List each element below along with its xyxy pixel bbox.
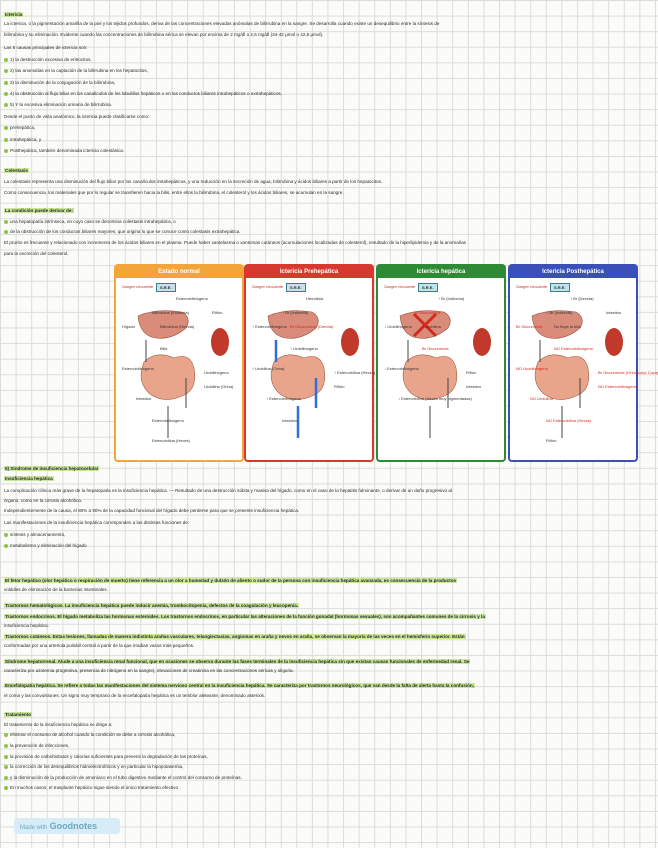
text-line [4,125,35,131]
figure-label: ↑ Br (Directa) [570,296,594,301]
figure-panel [508,264,658,462]
text-line [4,476,54,482]
figure-label: No fluye la bilis [554,324,581,329]
sre-box: S.R.E. [418,283,438,292]
text: de la obstrucción de los conductos biliares mayores, que origina lo que se conoce como colestasis extrahepática. [10,229,241,234]
text-line [4,732,175,738]
sre-box: S.R.E. [156,283,176,292]
highlighted-text: Colestasis [5,168,28,173]
text-line [4,712,32,718]
text: síntesis y almacenamiento, [10,532,66,537]
highlighted-text: Tratamiento [5,712,32,717]
watermark-prefix: Made with [20,825,48,831]
bullet-dot [4,744,8,748]
text-line [4,137,41,143]
bullet-dot [4,776,8,780]
text-line [4,578,457,584]
text: prehepática, [10,125,36,130]
text-line [4,603,299,609]
text: En muchos casos, el trasplante hepático sigue siendo el único tratamiento efectivo [10,785,179,790]
text-line [4,240,466,246]
text-line [4,722,112,728]
text-line [4,623,49,629]
text-line [4,543,87,549]
figure-label: ↑ Urobilinógeno [290,346,318,351]
bullet-dot [4,786,8,790]
text-line [4,668,294,674]
text-line [4,229,241,235]
figure-label: Hígado [122,324,135,329]
figure-label: Urobilina (Orina) [204,384,234,389]
text-line [4,190,344,196]
text: La ictericia, o la pigmentación amarilla de la piel y los tejidos profundos, deriva de las concentraciones elevadas anómalas de bilirrubina en la sangre. Se desarrolla cuando existe un desequilibrio entre la síntesis de [4,21,440,26]
figure-panel [244,264,374,462]
text: la provisión de carbohidratos y calorías suficientes para prevenir la degradación de las proteínas, [10,754,208,759]
kidney-shape [211,328,229,356]
blood-label: Sangre circulante [252,284,284,289]
bullet-dot [4,92,8,96]
text: La colestasis representa una disminución del flujo biliar por los canalículos intrahepáticos, y una reducción en la secreción de agua, bilirrubina y ácidos biliares a partir de los hepatocitos. [4,179,383,184]
text-line [4,775,242,781]
text: caracteriza por azotemia progresiva, presencia de nitrógeno en la sangre), elevaciones de creatinina en las concentraciones séricas y oliguria. [4,668,294,673]
text: bilirrubina y su eliminación. Evidente cuando las concentraciones de bilirrubina sérica se elevan por encima de 2 mg/dl o 2,5 mg/dl (34-42 μmol o 42,8 μmol). [4,32,324,37]
bullet-dot [4,103,8,107]
watermark-brand: Goodnotes [49,821,98,831]
figure-label: Estercobilinógeno [122,366,154,371]
figure-label: ↓ Urobilinógeno [384,324,412,329]
figure-label: Br Glucurónide (Orina color Coca) [598,370,658,375]
highlighted-text: Ictericia [5,12,23,17]
text: Desde el punto de vista anatómico, la ictericia puede clasificarse como: [4,114,150,119]
text-line [4,80,115,86]
figure-label: NO Estercobilinógeno [598,384,637,389]
text: intrahepática, y [10,137,42,142]
panel-title: Ictericia hepática [378,266,504,278]
text-line [4,520,189,526]
bullet-dot [4,765,8,769]
figure-label: Intestino [136,396,152,401]
text-line [4,693,265,699]
text-line [4,785,178,791]
figure-label: NO Urobilinógeno [516,366,548,371]
text: Posthepática, también denominada ictericia colestásica. [10,148,125,153]
figure-label: Bilis [160,346,168,351]
figure-label: = Br (Indirecta) [546,310,573,315]
text: volátiles de eliminación de la bacterias intestinales. [4,587,108,592]
panel-title: Ictericia Prehepática [246,266,372,278]
text: y la disminución de la producción de amoníaco en el tubo digestivo mediante el control del consumo de proteínas. [10,775,242,780]
figure-label: Intestino [606,310,622,315]
figure-label: NO Urobilina [530,396,553,401]
figure-label: ↑ Br (Indirecta) [282,310,309,315]
figure-label: ↑ Urobilina (Orina) [252,366,285,371]
text-line [4,32,323,38]
highlighted-text: Trastornos cutáneos. Estas lesiones, llamadas de manera indistinta arañas vasculares, telangiectasias, angiomas en araña y nevos en araña, se observan la mayoría de las veces en el hemisferio superior. Están [5,634,465,639]
figure-label: ↓ Estercobilina (Heces muy pigmentadas) [398,396,472,401]
bullet-dot [4,138,8,142]
figure-panel [114,264,244,462]
text: para la excreción del colesterol. [4,251,69,256]
figure-label: Br Glucurónide [422,346,449,351]
text: Independientemente de la causa, el 80% a 90% de la capacidad funcional del hígado debe perderse para que se presente insuficiencia hepática. [4,508,300,513]
figure-label: ↑ Estercobilinógeno [252,324,287,329]
text: La complicación clínica más grave de la hepatopatía es la insuficiencia hepática. — Resultado de una destrucción súbita y masiva del hígado, como en el caso de la hepatitis fulminante, o derivar de un daño progresivo al [4,488,452,493]
blood-label: Sangre circulante [122,284,154,289]
figure-label: NO Estercobilina (Heces) [546,418,592,423]
text-line [4,754,208,760]
text: 4) la obstrucción al flujo biliar en los canalículos de los lobulillos hepáticos o en los conductos biliares intrahepáticos o extrahepáticos, [10,91,282,96]
figure-label: Bilirrubina (Indirecta) [152,310,189,315]
text-line [4,148,124,154]
text: 1) la destrucción excesiva de eritrocitos, [10,57,92,62]
text: Las 5 causas principales de ictericia son: [4,45,88,50]
text: insuficiencia hepática. [4,623,49,628]
text: Como consecuencia, los materiales que por lo regular se transfieren hacia la bilis, entre ellos la bilirrubina, el colesterol y los ácidos biliares, se acumulan en la sangre. [4,190,344,195]
text: la prevención de infecciones, [10,743,70,748]
kidney-shape [341,328,359,356]
text-line [4,45,88,51]
highlighted-text: 5) Síndrome de insuficiencia hepatocelular [5,466,99,471]
bullet-dot [4,58,8,62]
figure-label: Riñón [466,370,477,375]
text-line [4,208,74,214]
bullet-dot [4,230,8,234]
intestine-shape [535,355,589,400]
text: la corrección de los desequilibrios hidroelectrolíticos y en particular la hipopotasemia, [10,764,184,769]
highlighted-text: Insuficiencia hepática [5,476,53,481]
text-line [4,251,69,257]
text: 5) Y la excesiva eliminación urinaria de bilirrubina. [10,102,112,107]
figure-label: Estercobilinógeno [152,418,184,423]
text-line [4,488,452,494]
goodnotes-watermark [14,818,120,834]
text-line [4,102,112,108]
figure-label: Riñón [546,438,557,443]
sre-box: S.R.E. [550,283,570,292]
text: El prurito es frecuente y relacionado con incremento de los ácidos biliares en el plasma. Puede haber xantelasma o xantomas cutáneos (acumulaciones localizadas de colesterol), resultado de la hiperlipidemia y de la anomalías [4,240,466,245]
intestine-shape [403,355,457,400]
sre-box: S.R.E. [286,283,306,292]
highlighted-text: La condición puede derivar de: [5,208,73,213]
figure-label: NO Estercobilinógeno [554,346,593,351]
kidney-shape [473,328,491,356]
text-line [4,57,92,63]
text-line [4,532,65,538]
text-line [4,21,439,27]
figure-label: Bilirrubina (Directa) [160,324,195,329]
highlighted-text: Encefalopatía hepática. Se refiere a todas las manifestaciones del sistema nervioso central en la insuficiencia hepática. Se caracteriza por trastornos neurológicos, que van desde la falta de alerta hasta la confusión, [5,683,474,688]
figure-label: Riñón [212,310,223,315]
bullet-dot [4,544,8,548]
text: el coma y las convulsiones. Un signo muy temprano de la encefalopatía hepática es un temblor aleteante, denominado asterixis. [4,693,266,698]
blood-label: Sangre circulante [516,284,548,289]
text: conformadas por una arteriola pulsátil central a partir de la que irradian vasos más pequeños. [4,643,195,648]
text: metabolismo y eliminación del hígado [10,543,87,548]
text-line [4,764,183,770]
text-line [4,168,29,174]
figure-label: Br Glucurónide (Directa) [290,324,334,329]
text-line [4,114,149,120]
bullet-dot [4,755,8,759]
text: una hepatopatía intrínseca, en cuyo caso se denomina colestasis intrahepática, o [10,219,176,224]
figure-label: ↑ Br (Indirecta) [438,296,465,301]
figure-label: Hemólisis [306,296,324,301]
highlighted-text: Síndrome hepatorrenal. Alude a una insuficiencia renal funcional, que en ocasiones se observa durante las fases terminales de la insuficiencia hepática sin que existan causas funcionales de enfermedad renal. Se [5,659,470,664]
text-line [4,508,299,514]
figure-label: Estercobilina (Heces) [152,438,191,443]
panel-title: Ictericia Posthepática [510,266,636,278]
intestine-shape [141,355,195,400]
figure-label: Intestino [282,418,298,423]
highlighted-text: El fetor hepático (olor hepático o respiración de muerto) tiene referencia a un olor a humedad y dulzón de aliento o sudor de la persona con insuficiencia hepática avanzada, es consecuencia de la productos [5,578,457,583]
text-line [4,743,69,749]
text: eliminar el consumo de alcohol cuando la condición se debe a cirrosis alcohólica, [10,732,176,737]
figure-panel [376,264,506,462]
text: 3) la disminución de la conjugación de la bilirrubina, [10,80,116,85]
jaundice-figure [114,264,658,460]
text-line [4,614,486,620]
bullet-dot [4,220,8,224]
highlighted-text: Trastornos hematológicos. La insuficiencia hepática puede inducir anemia, trombocitopenia, defectos de la coagulación y leucopenia. [5,603,299,608]
text-line [4,587,108,593]
figure-label: Riñón [334,384,345,389]
text-line [4,683,475,689]
figure-label: Intestino [466,384,482,389]
figure-label: Br Glucurónide [516,324,543,329]
bullet-dot [4,126,8,130]
highlighted-text: Trastornos endocrinos. El hígado metaboliza las hormonas esteroides. Los trastornos endocrinos, en particular las alteraciones de la función gonadal (hormonas sexuales), son acompañantes comunes de la cirrosis y la [5,614,485,619]
bullet-dot [4,149,8,153]
panel-title: Estado normal [116,266,242,278]
kidney-shape [605,328,623,356]
text-line [4,659,470,665]
bullet-dot [4,81,8,85]
bullet-dot [4,69,8,73]
figure-label: Br Glucurónide [414,310,441,315]
text-line [4,12,23,18]
bullet-dot [4,733,8,737]
figure-label: ↓ Estercobilinógeno [384,366,419,371]
text-line [4,219,176,225]
figure-label: Urobilinógeno [204,370,229,375]
text-line [4,498,82,504]
text: órgano, como en la cirrosis alcohólica. [4,498,83,503]
text-line [4,466,99,472]
text-line [4,179,382,185]
figure-label: ↑ Estercobilina (Heces) [334,370,376,375]
text: 2) las anomalías en la captación de la bilirrubina en los hepatocitos, [10,68,148,73]
bullet-dot [4,533,8,537]
text-line [4,68,148,74]
text: Las manifestaciones de la insuficiencia hepática corresponden a las distintas funciones de: [4,520,190,525]
text: El tratamiento de la insuficiencia hepática se dirige a: [4,722,113,727]
figure-label: ↓ Urobilina [422,324,441,329]
figure-label: Estercobilinógeno [176,296,208,301]
text-line [4,634,466,640]
blood-label: Sangre circulante [384,284,416,289]
figure-label: ↑ Estercobilinógeno [266,396,301,401]
text-line [4,91,282,97]
text-line [4,643,194,649]
